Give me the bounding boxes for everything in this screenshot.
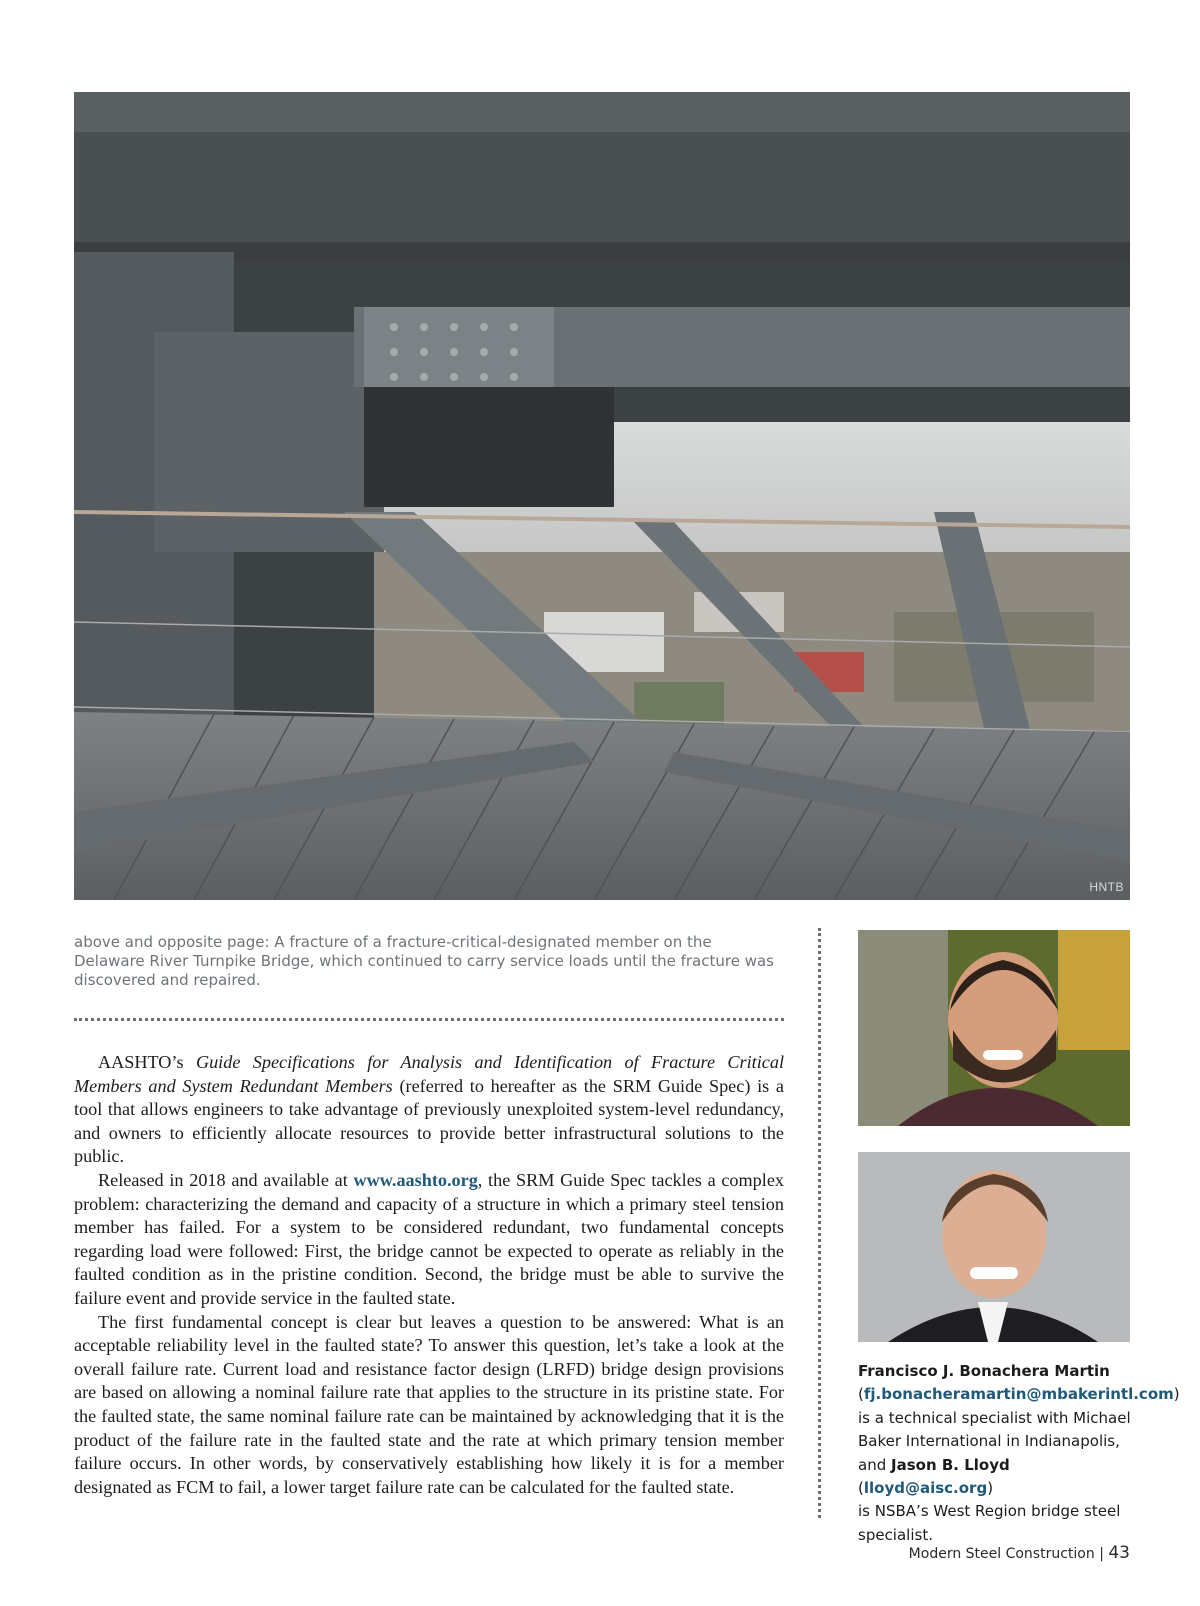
dotted-divider-vertical <box>818 928 821 1518</box>
page-number: 43 <box>1108 1543 1130 1563</box>
p1-rest: (referred to hereafter as the SRM Guide Spec) is a tool that allows engineers to take advantage of previously unexploited system-level redundancy, and owners to efficiently allocate resources to provide better infrastructural solutions to the public. <box>74 1075 784 1167</box>
dotted-divider-horizontal <box>74 1018 784 1021</box>
author-photo-bonachera <box>858 930 1130 1126</box>
author-name-2: Jason B. Lloyd <box>891 1455 1010 1474</box>
paragraph-1 <box>74 1051 784 1169</box>
bridge-photo-illustration <box>74 92 1130 900</box>
author-email-1[interactable]: fj.bonacheramartin@mbakerintl.com <box>863 1385 1174 1404</box>
p2-rest: , the SRM Guide Spec tackles a complex problem: characterizing the demand and capacity of a structure in which a primary steel tension member has failed. For a system to be considered redundant, two fundamental concepts regarding load were followed: First, the bridge cannot be expected to operate as reliably in the faulted condition as in the pristine condition. Second, the bridge must be able to survive the failure event and provide service in the faulted state. <box>74 1169 784 1308</box>
aashto-link[interactable]: www.aashto.org <box>353 1169 478 1190</box>
footer-separator: | <box>1099 1546 1104 1562</box>
publication-name: Modern Steel Construction <box>908 1546 1095 1562</box>
page-footer <box>909 1543 1130 1563</box>
author-email-2[interactable]: lloyd@aisc.org <box>863 1479 988 1498</box>
spec-title: Guide Specifications for Analysis and Identification of Fracture Critical Members and System Redundant Members <box>74 1052 784 1096</box>
author-photo-lloyd-illustration <box>858 1152 1130 1342</box>
paragraph-3: The first fundamental concept is clear but leaves a question to be answered: What is an acceptable reliability level in the faulted state? To answer this question, let’s take a look at the overall failure rate. Current load and resistance factor design (LRFD) bridge design provisions are based on allowing a nominal failure rate that applies to the structure in its pristine state. For the faulted state, the same nominal failure rate can be maintained by acknowledging that it is the product of the failure rate in the faulted state and the rate at which primary tension member failure occurs. In other words, by conservatively establishing how likely it is for a member designated as FCM to fail, a lower target failure rate can be calculated for the faulted state. <box>74 1311 784 1497</box>
bridge-photo <box>74 92 1130 900</box>
author-bio-text-1: is a technical specialist with Michael Baker International in Indianapolis, and <box>858 1408 1131 1474</box>
author-name-1: Francisco J. Bonachera Martin <box>858 1362 1110 1380</box>
author-bio: Francisco J. Bonachera Martin (fj.bonacheramartin@mbakerintl.com) is a technical specialist with Michael Baker International in Indianapolis, and Jason B. Lloyd (lloyd@aisc.org) is NSBA’s West Region bridge steel specialist. <box>858 1362 1180 1544</box>
p2-lead: Released in 2018 and available at <box>98 1169 354 1190</box>
photo-caption: above and opposite page: A fracture of a fracture-critical-designated member on the Delaware River Turnpike Bridge, which continued to carry service loads until the fracture was discovered and repaired. <box>74 933 774 989</box>
author-photo-lloyd <box>858 1152 1130 1342</box>
author-photo-bonachera-illustration <box>858 930 1130 1126</box>
article-body <box>74 1051 784 1499</box>
author-bio-text-2: is NSBA’s West Region bridge steel specialist. <box>858 1502 1121 1544</box>
photo-credit: HNTB <box>1089 880 1124 894</box>
paragraph-2 <box>74 1169 784 1311</box>
p1-lead: AASHTO’s <box>98 1052 196 1072</box>
